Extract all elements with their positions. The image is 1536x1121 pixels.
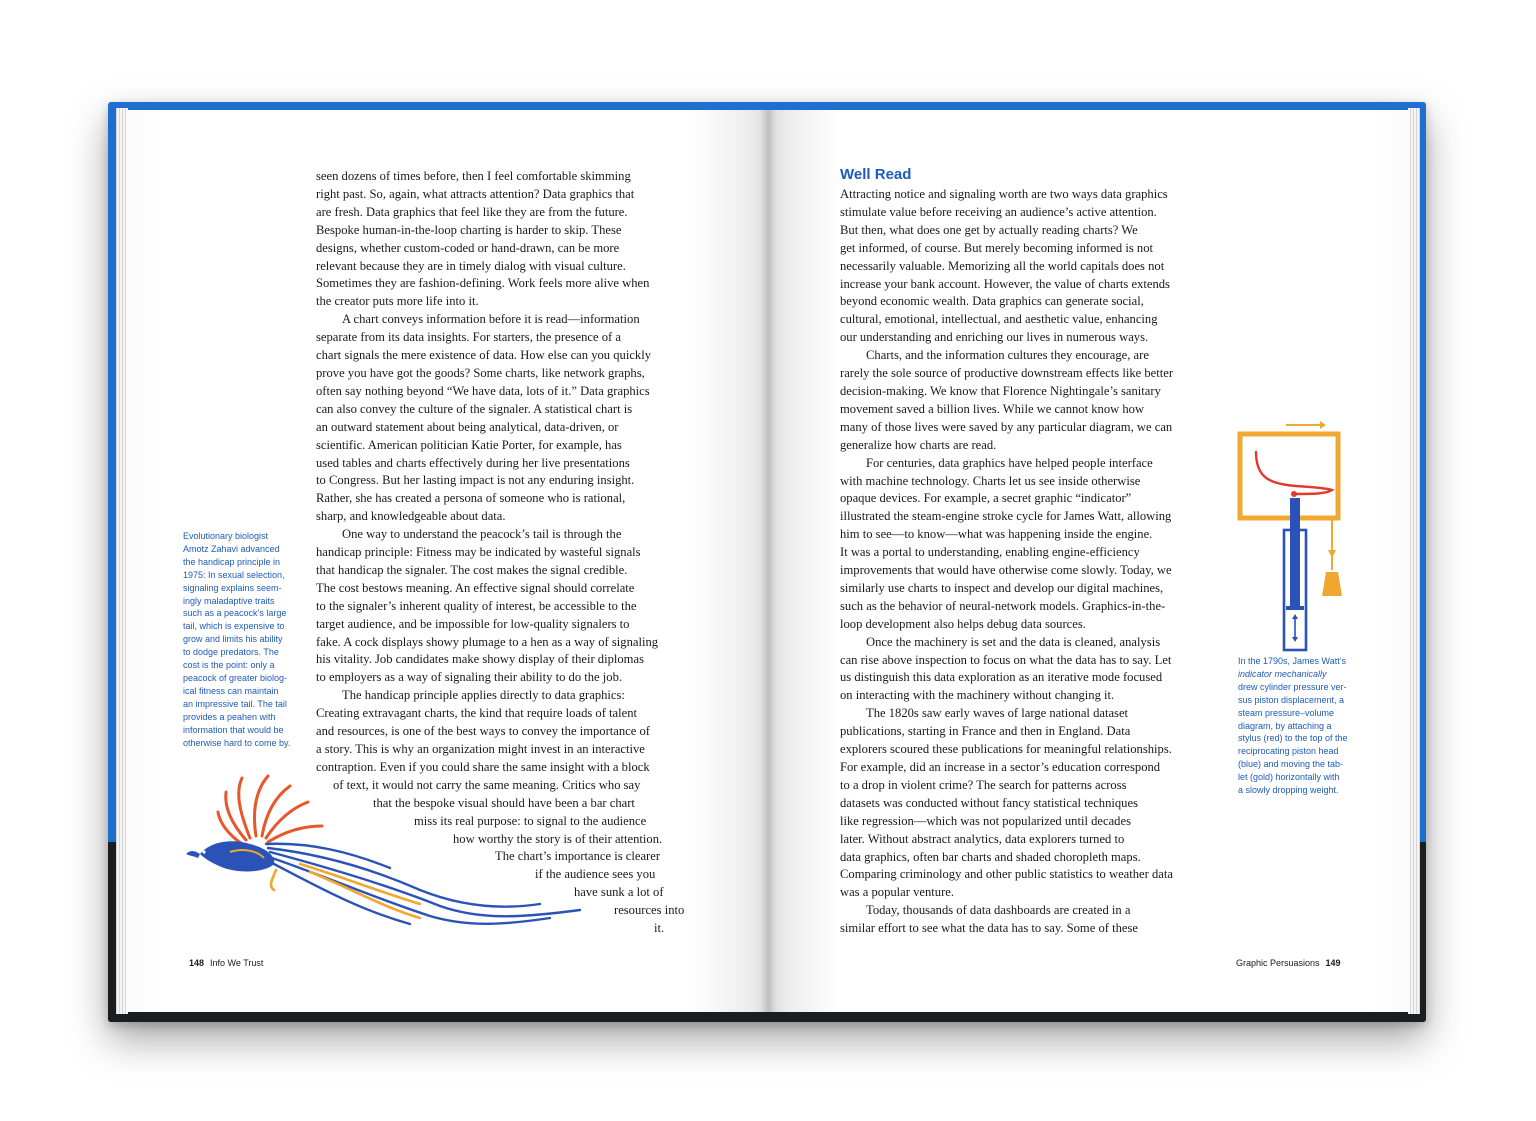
body-line: it. xyxy=(654,921,665,936)
sidenote-line: Evolutionary biologist xyxy=(183,531,269,541)
sidenote-line: ingly maladaptive traits xyxy=(183,595,275,606)
body-line: Once the machinery is set and the data is cleaned, analysis xyxy=(866,634,1161,649)
body-line: sharp, and knowledgeable about data. xyxy=(316,509,506,524)
left-folio xyxy=(183,958,263,968)
right-page-number: 149 xyxy=(1325,958,1341,968)
section-heading: Well Read xyxy=(840,166,912,183)
body-line: designs, whether custom-coded or hand-drawn, can be more xyxy=(316,240,620,255)
body-line: improvements that would have otherwise come slowly. Today, we xyxy=(840,563,1172,578)
sidenote-line: a slowly dropping weight. xyxy=(1238,785,1339,796)
body-line: chart signals the mere existence of data. How else can you quickly xyxy=(316,348,652,363)
body-line: miss its real purpose: to signal to the audience xyxy=(414,813,647,828)
body-line: get informed, of course. But merely becoming informed is not xyxy=(840,240,1154,255)
body-line: have sunk a lot of xyxy=(574,885,664,900)
peacock-illustration xyxy=(180,768,600,938)
body-line: that handicap the signaler. The cost makes the signal credible. xyxy=(316,562,628,577)
body-line: The handicap principle applies directly to data graphics: xyxy=(342,688,625,703)
watt-indicator-illustration xyxy=(1226,420,1356,652)
body-line: used tables and charts effectively during her live presentations xyxy=(316,455,630,470)
sidenote-line: peacock of greater biolog- xyxy=(183,672,288,683)
body-line: But then, what does one get by actually reading charts? We xyxy=(840,222,1138,237)
body-line: are fresh. Data graphics that feel like they are from the future. xyxy=(316,204,628,219)
body-line: stimulate value before receiving an audience’s active attention. xyxy=(840,204,1157,219)
body-line: handicap principle: Fitness may be indicated by wasteful signals xyxy=(316,545,641,560)
body-line: illustrated the steam-engine stroke cycle for James Watt, allowing xyxy=(840,509,1172,524)
sidenote-line: (blue) and moving the tab- xyxy=(1238,759,1344,770)
sidenote-line: signaling explains seem- xyxy=(183,582,282,593)
body-line: such as the behavior of neural-network models. Graphics-in-the- xyxy=(840,598,1166,613)
sidenote-line: diagram, by attaching a xyxy=(1238,720,1332,731)
body-line: Attracting notice and signaling worth are two ways data graphics xyxy=(840,187,1168,201)
sidenote-line: ical fitness can maintain xyxy=(183,685,279,696)
body-line: to the signaler’s inherent quality of interest, be accessible to the xyxy=(316,598,637,613)
body-line: can rise above inspection to focus on what the data has to say. Let xyxy=(840,652,1172,667)
body-line: For example, did an increase in a sector’s education correspond xyxy=(840,760,1161,774)
body-line: like regression—which was not popularized until decades xyxy=(840,813,1131,828)
body-line: contraption. Even if you could share the same insight with a block xyxy=(316,759,650,774)
body-line: him to see—to know—what was happening inside the engine. xyxy=(840,527,1153,542)
body-line: similar effort to see what the data has to say. Some of these xyxy=(840,921,1138,936)
body-line: his vitality. Job candidates make showy display of their diplomas xyxy=(316,652,644,667)
sidenote-line: provides a peahen with xyxy=(183,711,276,722)
body-line: seen dozens of times before, then I feel comfortable skimming xyxy=(316,169,631,183)
sidenote-line: such as a peacock’s large xyxy=(183,608,287,619)
body-line: Comparing criminology and other public statistics to weather data xyxy=(840,867,1173,882)
body-line: that the bespoke visual should have been a bar chart xyxy=(373,795,635,810)
body-line: Creating extravagant charts, the kind that require loads of talent xyxy=(316,706,638,721)
body-line: For centuries, data graphics have helped people interface xyxy=(866,455,1153,470)
body-line: many of those lives were saved by any particular diagram, we can xyxy=(840,419,1173,434)
body-line: The chart’s importance is clearer xyxy=(495,849,661,864)
body-line: Sometimes they are fashion-defining. Work feels more alive when xyxy=(316,276,650,291)
body-line: generalize how charts are read. xyxy=(840,437,997,452)
sidenote-line: drew cylinder pressure ver- xyxy=(1238,681,1347,692)
body-line: beyond economic wealth. Data graphics can generate social, xyxy=(840,294,1144,309)
body-line: with machine technology. Charts let us see inside otherwise xyxy=(840,473,1141,488)
right-sidenote xyxy=(1238,655,1348,797)
body-line: similarly use charts to inspect and develop our digital machines, xyxy=(840,580,1164,595)
body-line: if the audience sees you xyxy=(535,867,656,882)
body-line: cultural, emotional, intellectual, and aesthetic value, enhancing xyxy=(840,312,1158,327)
body-line: One way to understand the peacock’s tail is through the xyxy=(342,527,622,542)
body-line: to a drop in violent crime? The search for patterns across xyxy=(840,777,1127,792)
body-line: movement saved a billion lives. While we cannot know how xyxy=(840,401,1145,416)
sidenote-line: stylus (red) to the top of the xyxy=(1238,733,1348,744)
body-line: the creator puts more life into it. xyxy=(316,294,479,309)
body-line: Bespoke human-in-the-loop charting is harder to skip. These xyxy=(316,222,622,237)
body-line: was a popular venture. xyxy=(840,885,955,900)
sidenote-line: reciprocating piston head xyxy=(1238,746,1339,757)
body-line: decision-making. We know that Florence Nightingale’s sanitary xyxy=(840,383,1161,398)
left-page-number: 148 xyxy=(189,958,205,968)
body-line: loop development also helps debug data sources. xyxy=(840,616,1086,631)
body-line: scientific. American politician Katie Porter, for example, has xyxy=(316,437,622,452)
sidenote-line: sus piston displacement, a xyxy=(1238,694,1345,705)
body-line: separate from its data insights. For starters, the presence of a xyxy=(316,330,621,345)
body-line: increase your bank account. However, the value of charts extends xyxy=(840,276,1170,291)
body-line: necessarily valuable. Memorizing all the world capitals does not xyxy=(840,258,1165,273)
body-line: a story. This is why an organization might invest in an interactive xyxy=(316,742,645,756)
body-line: Charts, and the information cultures they encourage, are xyxy=(866,348,1149,363)
body-line: of text, it would not carry the same meaning. Critics who say xyxy=(333,777,641,792)
body-line: prove you have got the goods? Some charts, like network graphs, xyxy=(316,365,645,380)
body-line: an outward statement about being analytical, data-driven, or xyxy=(316,419,619,434)
sidenote-line: cost is the point: only a xyxy=(183,660,275,671)
sidenote-line: In the 1790s, James Watt’s xyxy=(1238,656,1347,666)
sidenote-line: 1975: In sexual selection, xyxy=(183,569,285,580)
sidenote-line: indicator mechanically xyxy=(1238,668,1327,679)
sidenote-line: the handicap principle in xyxy=(183,556,281,567)
book-gutter xyxy=(760,110,776,1012)
body-line: It was a portal to understanding, enabling engine-efficiency xyxy=(840,545,1140,560)
body-line: relevant because they are in timely dialog with visual culture. xyxy=(316,258,626,273)
right-folio xyxy=(1236,958,1347,968)
body-line: The cost bestows meaning. An effective signal should correlate xyxy=(316,580,635,595)
body-line: how worthy the story is of their attention. xyxy=(453,831,663,846)
sidenote-line: to dodge predators. The xyxy=(183,647,279,658)
sidenote-line: an impressive tail. The tail xyxy=(183,698,287,709)
body-line: Rather, she has created a persona of someone who is rational, xyxy=(316,491,626,506)
body-line: fake. A cock displays showy plumage to a hen as a way of signaling xyxy=(316,634,659,649)
sidenote-line: otherwise hard to come by. xyxy=(183,737,291,748)
left-sidenote xyxy=(183,530,290,749)
body-line: right past. So, again, what attracts attention? Data graphics that xyxy=(316,186,635,201)
sidenote-line: information that would be xyxy=(183,724,284,735)
body-line: datasets was conducted without fancy statistical techniques xyxy=(840,795,1138,810)
body-line: A chart conveys information before it is read—information xyxy=(342,312,640,327)
body-line: Today, thousands of data dashboards are created in a xyxy=(866,903,1131,918)
right-running-title: Graphic Persuasions xyxy=(1236,958,1320,968)
body-line: on interacting with the machinery without changing it. xyxy=(840,688,1115,703)
body-line: target audience, and be impossible for low-quality signalers to xyxy=(316,616,630,631)
body-line: and resources, is one of the best ways to convey the importance of xyxy=(316,724,650,739)
sidenote-line: Amotz Zahavi advanced xyxy=(183,543,280,554)
body-line: opaque devices. For example, a secret graphic “indicator” xyxy=(840,491,1132,506)
body-line: to employers as a way of signaling their ability to do the job. xyxy=(316,670,623,685)
body-line: to Congress. But her lasting impact is not any enduring insight. xyxy=(316,473,635,488)
body-line: data graphics, often bar charts and shaded choropleth maps. xyxy=(840,849,1141,864)
body-line: resources into xyxy=(614,903,685,918)
body-line: our understanding and enriching our lives in numerous ways. xyxy=(840,330,1149,345)
right-body-text xyxy=(840,186,1173,938)
body-line: us distinguish this data exploration as an iterative mode focused xyxy=(840,670,1163,685)
body-line: rarely the sole source of productive downstream effects like better xyxy=(840,366,1174,381)
sidenote-line: tail, which is expensive to xyxy=(183,621,285,632)
sidenote-line: steam pressure–volume xyxy=(1238,707,1335,718)
body-line: explorers scoured these publications for meaningful relationships. xyxy=(840,742,1172,757)
body-line: later. Without abstract analytics, data explorers turned to xyxy=(840,831,1125,846)
body-line: The 1820s saw early waves of large national dataset xyxy=(866,706,1129,721)
sidenote-line: let (gold) horizontally with xyxy=(1238,772,1340,783)
body-line: can also convey the culture of the signaler. A statistical chart is xyxy=(316,401,633,416)
body-line: often say nothing beyond “We have data, lots of it.” Data graphics xyxy=(316,383,650,398)
sidenote-line: grow and limits his ability xyxy=(183,634,283,645)
body-line: publications, starting in France and then in England. Data xyxy=(840,724,1131,739)
left-running-title: Info We Trust xyxy=(210,958,264,968)
